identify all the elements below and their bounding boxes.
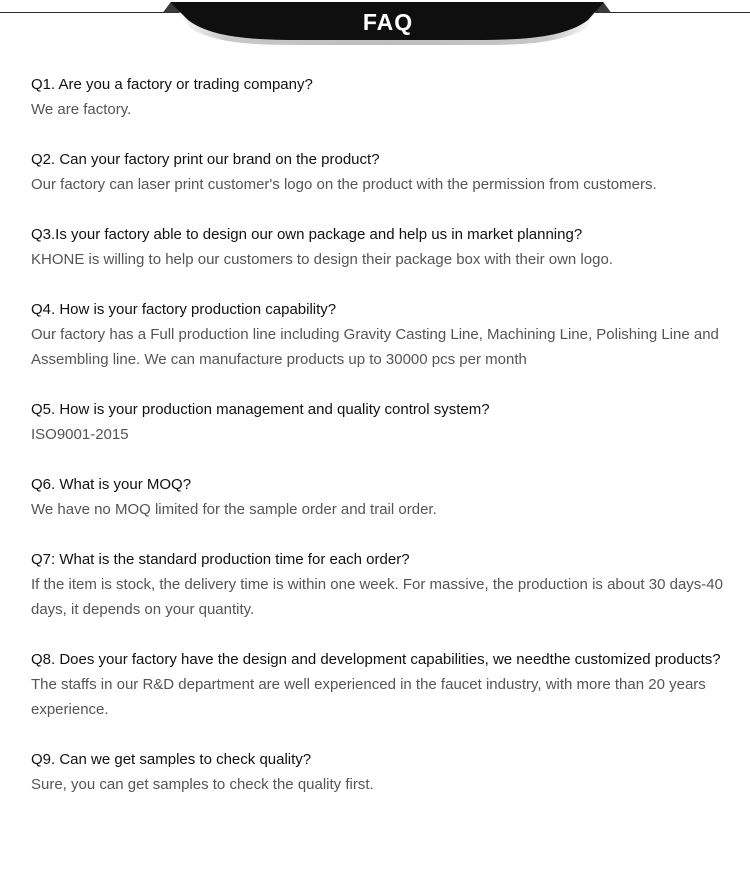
faq-answer-9: Sure, you can get samples to check the quality first. [31,776,374,793]
faq-question-6: Q6. What is your MOQ? [31,476,192,493]
faq-list [31,72,731,822]
faq-answer-5: ISO9001-2015 [31,426,129,443]
faq-question-3: Q3.Is your factory able to design our own package and help us in market planning? [31,226,583,243]
faq-item-9 [31,747,731,797]
faq-item-7 [31,547,731,622]
faq-item-3 [31,222,731,272]
faq-question-9: Q9. Can we get samples to check quality? [31,751,312,768]
faq-question-2: Q2. Can your factory print our brand on the product? [31,151,380,168]
faq-answer-7: If the item is stock, the delivery time is within one week. For massive, the production is about 30 days-40 days, it depends on your quantity. [31,576,723,618]
faq-question-1: Q1. Are you a factory or trading company? [31,76,313,93]
faq-answer-6: We have no MOQ limited for the sample order and trail order. [31,501,437,518]
faq-item-4 [31,297,731,372]
faq-answer-4: Our factory has a Full production line including Gravity Casting Line, Machining Line, Polishing Line and Assembling line. We can manufacture products up to 30000 pcs per month [31,326,719,368]
faq-answer-3: KHONE is willing to help our customers to design their package box with their own logo. [31,251,613,268]
faq-item-8 [31,647,731,722]
faq-item-2 [31,147,731,197]
faq-answer-8: The staffs in our R&D department are well experienced in the faucet industry, with more than 20 years experience. [31,676,706,718]
faq-question-4: Q4. How is your factory production capability? [31,301,337,318]
faq-question-5: Q5. How is your production management and quality control system? [31,401,490,418]
faq-question-7: Q7: What is the standard production time for each order? [31,551,410,568]
faq-item-6 [31,472,731,522]
banner-title: FAQ [362,9,414,35]
faq-banner [0,0,750,48]
faq-item-1 [31,72,731,122]
faq-question-8: Q8. Does your factory have the design and development capabilities, we needthe customized products? [31,651,721,668]
faq-answer-1: We are factory. [31,101,132,118]
faq-item-5 [31,397,731,447]
faq-answer-2: Our factory can laser print customer's logo on the product with the permission from customers. [31,176,657,193]
